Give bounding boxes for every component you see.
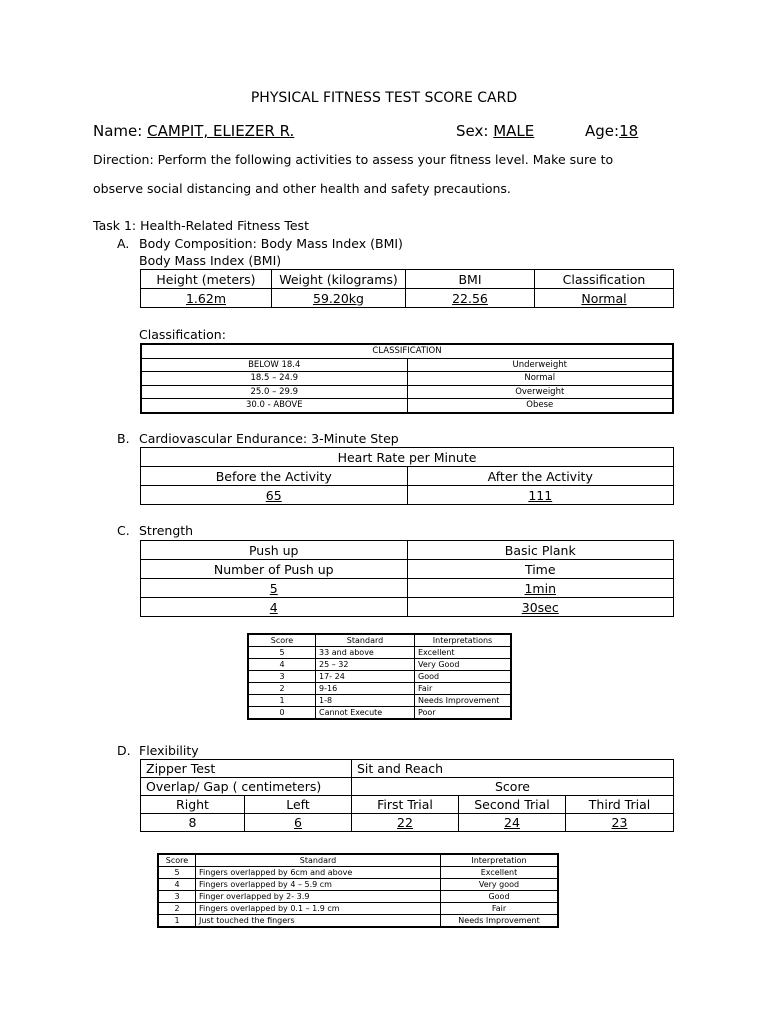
table-cell: 8 [141, 814, 245, 832]
table-row [141, 399, 673, 413]
table-header-cell: Standard [196, 854, 441, 867]
table-cell: 1-8 [316, 695, 415, 707]
table-cell: 1min [407, 579, 674, 598]
table-cell: 9-16 [316, 683, 415, 695]
table-row [141, 344, 673, 358]
table-row [141, 385, 673, 399]
table-cell: Fingers overlapped by 6cm and above [196, 867, 441, 879]
table-cell: Finger overlapped by 2- 3.9 [196, 891, 441, 903]
bmi-table [140, 269, 674, 308]
table-row [141, 598, 674, 617]
table-cell: 0 [248, 707, 316, 720]
table-row [248, 707, 511, 720]
table-header-cell: Before the Activity [141, 467, 408, 486]
table-cell: 1 [158, 915, 196, 928]
age-field [585, 122, 638, 140]
table-cell: 30sec [407, 598, 674, 617]
classification-table [140, 343, 674, 414]
table-cell: Overweight [407, 385, 673, 399]
table-row [158, 854, 558, 867]
table-cell: 33 and above [316, 647, 415, 659]
section-a-letter: A. [117, 236, 130, 251]
table-cell: Normal [407, 372, 673, 386]
table-header-cell: Overlap/ Gap ( centimeters) [141, 778, 352, 796]
table-cell: Good [415, 671, 512, 683]
table-cell: Very Good [415, 659, 512, 671]
table-cell: Poor [415, 707, 512, 720]
table-cell: Excellent [415, 647, 512, 659]
table-cell: 3 [248, 671, 316, 683]
table-row [158, 915, 558, 928]
table-header-cell: Score [352, 778, 674, 796]
table-header-cell: Zipper Test [141, 760, 352, 778]
table-header-cell: Interpretations [415, 634, 512, 647]
table-cell: 5 [141, 579, 408, 598]
name-label: Name: [93, 122, 143, 140]
table-row [141, 486, 674, 505]
table-row [141, 289, 674, 308]
table-header-cell: Number of Push up [141, 560, 408, 579]
section-c-heading: Strength [139, 523, 194, 538]
table-header-cell: Score [158, 854, 196, 867]
table-header-cell: Second Trial [459, 796, 566, 814]
height-value: 1.62m [141, 289, 272, 308]
table-header-cell: Sit and Reach [352, 760, 674, 778]
table-row [141, 579, 674, 598]
table-header-cell: CLASSIFICATION [141, 344, 673, 358]
table-header-cell: BMI [406, 270, 535, 289]
sex-value: MALE [493, 122, 535, 140]
table-cell: 25.0 – 29.9 [141, 385, 407, 399]
table-cell: 2 [248, 683, 316, 695]
direction-line-2: observe social distancing and other health and safety precautions. [93, 181, 511, 196]
table-cell: 2 [158, 903, 196, 915]
before-activity-value: 65 [141, 486, 408, 505]
table-cell: Needs Improvement [415, 695, 512, 707]
table-cell: 30.0 - ABOVE [141, 399, 407, 413]
table-header-cell: Standard [316, 634, 415, 647]
table-cell: 17- 24 [316, 671, 415, 683]
table-cell: 24 [459, 814, 566, 832]
sex-field [456, 122, 534, 140]
table-cell: 3 [158, 891, 196, 903]
table-cell: 18.5 – 24.9 [141, 372, 407, 386]
table-cell: 6 [245, 814, 352, 832]
table-row [248, 683, 511, 695]
table-row [158, 891, 558, 903]
table-cell: Just touched the fingers [196, 915, 441, 928]
sex-label: Sex: [456, 122, 489, 140]
table-row [141, 560, 674, 579]
age-label: Age: [585, 122, 620, 140]
table-header-cell: Heart Rate per Minute [141, 448, 674, 467]
table-header-cell: Interpretation [441, 854, 559, 867]
section-d-heading: Flexibility [139, 743, 199, 758]
table-header-cell: Classification [535, 270, 674, 289]
section-b-heading: Cardiovascular Endurance: 3-Minute Step [139, 431, 399, 446]
strength-table [140, 540, 674, 617]
flexibility-table [140, 759, 674, 832]
table-cell: Cannot Execute [316, 707, 415, 720]
table-cell: Very good [441, 879, 559, 891]
name-field [93, 122, 294, 140]
task-heading: Task 1: Health-Related Fitness Test [93, 218, 309, 233]
table-cell: Obese [407, 399, 673, 413]
table-cell: 25 – 32 [316, 659, 415, 671]
table-row [141, 541, 674, 560]
table-header-cell: Right [141, 796, 245, 814]
table-row [248, 695, 511, 707]
table-header-cell: After the Activity [407, 467, 674, 486]
table-cell: 22 [352, 814, 459, 832]
table-cell: Fingers overlapped by 0.1 – 1.9 cm [196, 903, 441, 915]
table-header-cell: Weight (kilograms) [272, 270, 406, 289]
after-activity-value: 111 [407, 486, 674, 505]
section-c-letter: C. [117, 523, 130, 538]
table-cell: 23 [566, 814, 674, 832]
table-header-cell: First Trial [352, 796, 459, 814]
table-cell: 5 [248, 647, 316, 659]
heart-rate-table [140, 447, 674, 505]
table-row [158, 903, 558, 915]
table-cell: Excellent [441, 867, 559, 879]
table-header-cell: Third Trial [566, 796, 674, 814]
table-header-cell: Time [407, 560, 674, 579]
table-cell: 1 [248, 695, 316, 707]
classification-label: Classification: [139, 327, 226, 342]
section-d-letter: D. [117, 743, 131, 758]
table-cell: BELOW 18.4 [141, 358, 407, 372]
table-row [141, 358, 673, 372]
table-row [248, 634, 511, 647]
bmi-value: 22.56 [406, 289, 535, 308]
flexibility-score-table [157, 853, 559, 928]
table-cell: 4 [141, 598, 408, 617]
table-header-cell: Basic Plank [407, 541, 674, 560]
table-row [141, 467, 674, 486]
table-header-cell: Score [248, 634, 316, 647]
table-cell: Fair [415, 683, 512, 695]
page-title: PHYSICAL FITNESS TEST SCORE CARD [250, 90, 518, 106]
table-row [248, 671, 511, 683]
table-row [158, 879, 558, 891]
section-a-subheading: Body Mass Index (BMI) [139, 253, 282, 268]
table-header-cell: Left [245, 796, 352, 814]
classification-value: Normal [535, 289, 674, 308]
table-row [141, 814, 674, 832]
table-row [141, 270, 674, 289]
table-row [141, 372, 673, 386]
age-value: 18 [619, 122, 639, 140]
section-b-letter: B. [117, 431, 130, 446]
strength-score-table [247, 633, 512, 720]
weight-value: 59.20kg [272, 289, 406, 308]
table-row [141, 796, 674, 814]
section-a-heading: Body Composition: Body Mass Index (BMI) [139, 236, 403, 251]
name-value: CAMPIT, ELIEZER R. [147, 122, 295, 140]
table-row [248, 659, 511, 671]
table-cell: 5 [158, 867, 196, 879]
table-row [158, 867, 558, 879]
table-row [248, 647, 511, 659]
table-cell: Underweight [407, 358, 673, 372]
table-header-cell: Push up [141, 541, 408, 560]
table-row [141, 448, 674, 467]
table-cell: Needs Improvement [441, 915, 559, 928]
direction-line-1: Direction: Perform the following activities to assess your fitness level. Make sure to [93, 152, 614, 167]
table-cell: Good [441, 891, 559, 903]
table-cell: 4 [158, 879, 196, 891]
table-row [141, 778, 674, 796]
table-cell: Fingers overlapped by 4 – 5.9 cm [196, 879, 441, 891]
table-cell: Fair [441, 903, 559, 915]
table-row [141, 760, 674, 778]
table-cell: 4 [248, 659, 316, 671]
table-header-cell: Height (meters) [141, 270, 272, 289]
